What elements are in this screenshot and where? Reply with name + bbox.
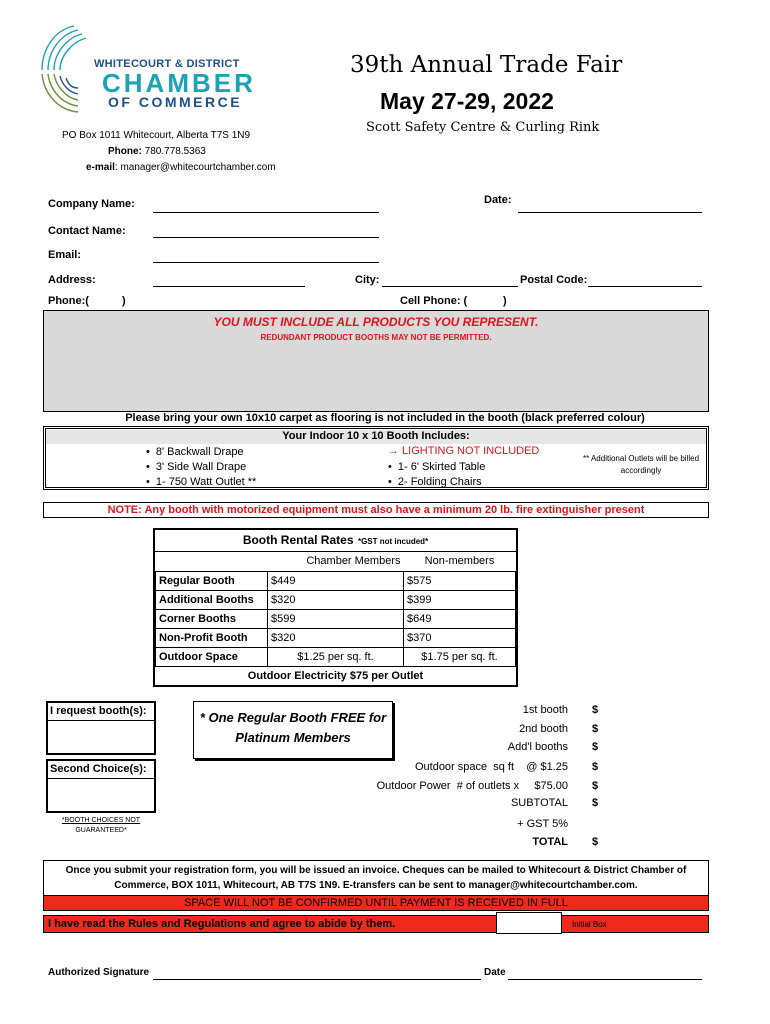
booth-right-list <box>388 460 485 490</box>
rate-label: Non-Profit Booth <box>156 628 268 647</box>
rates-header <box>155 530 516 552</box>
cell-close: ) <box>503 295 507 307</box>
cell-label: Cell Phone: ( <box>400 295 468 307</box>
dollar-2: $ <box>592 723 599 735</box>
table-row <box>156 590 516 609</box>
dollar-6: $ <box>592 797 599 809</box>
dollar-4: $ <box>592 761 599 773</box>
org-email-label: e-mail <box>86 162 115 173</box>
booth-left-list <box>146 445 256 490</box>
org-phone-line <box>108 146 206 157</box>
list-item: • 1- 6' Skirted Table <box>388 460 485 475</box>
rate-non: $399 <box>404 590 516 609</box>
event-venue: Scott Safety Centre & Curling Rink <box>366 120 600 135</box>
total-row-8: TOTAL <box>532 836 568 848</box>
confirm-banner: SPACE WILL NOT BE CONFIRMED UNTIL PAYMENT IS RECEIVED IN FULL <box>43 895 709 911</box>
event-title: 39th Annual Trade Fair <box>350 52 623 78</box>
phone-label: Phone:( <box>48 295 89 307</box>
sign-date-label: Date <box>484 967 506 978</box>
total-row-5: Outdoor Power # of outlets x $75.00 <box>376 780 568 792</box>
rate-label: Corner Booths <box>156 609 268 628</box>
postal-label: Postal Code: <box>520 274 588 286</box>
products-subwarning: REDUNDANT PRODUCT BOOTHS MAY NOT BE PERMITTED. <box>260 333 492 342</box>
rate-non: $370 <box>404 628 516 647</box>
col-members: Chamber Members <box>306 555 401 568</box>
motor-note: NOTE: Any booth with motorized equipment must also have a minimum 20 lb. fire extinguisher present <box>43 502 709 518</box>
org-address: PO Box 1011 Whitecourt, Alberta T7S 1N9 <box>62 130 251 141</box>
rate-member: $599 <box>268 609 404 628</box>
agree-banner <box>43 915 709 933</box>
initial-label: Initial Box <box>572 920 607 929</box>
contact-field[interactable] <box>153 237 379 238</box>
carpet-note: Please bring your own 10x10 carpet as flooring is not included in the booth (black preferred colour) <box>125 412 645 424</box>
list-item: • 1- 750 Watt Outlet ** <box>146 475 256 490</box>
table-row <box>156 628 516 647</box>
rate-non: $649 <box>404 609 516 628</box>
products-box[interactable] <box>43 310 709 412</box>
electricity-note: Outdoor Electricity $75 per Outlet <box>247 669 424 682</box>
signature-field[interactable] <box>153 979 481 980</box>
initial-box[interactable] <box>496 912 562 934</box>
org-phone: 780.778.5363 <box>144 146 206 157</box>
org-email: : manager@whitecourtchamber.com <box>114 162 276 173</box>
logo-line1: WHITECOURT & DISTRICT <box>94 58 240 70</box>
list-item: • 2- Folding Chairs <box>388 475 485 490</box>
outlet-note: ** Additional Outlets will be billed accordingly <box>582 454 700 475</box>
agree-text: I have read the Rules and Regulations and agree to abide by them. <box>48 918 396 930</box>
rates-box <box>153 528 518 687</box>
rates-table <box>155 552 516 667</box>
list-item: • 8' Backwall Drape <box>146 445 256 460</box>
promo-line2: Platinum Members <box>235 730 351 745</box>
postal-field[interactable] <box>588 286 702 287</box>
org-email-line <box>86 162 276 173</box>
list-item: • 3' Side Wall Drape <box>146 460 256 475</box>
address-field[interactable] <box>153 286 305 287</box>
dollar-5: $ <box>592 780 599 792</box>
booth-request-label: I request booth(s): <box>48 703 154 721</box>
promo-box <box>193 701 393 759</box>
date-label: Date: <box>484 194 512 206</box>
rate-member: $449 <box>268 571 404 590</box>
table-row <box>156 609 516 628</box>
org-phone-label: Phone: <box>108 146 142 157</box>
phone-close: ) <box>122 295 126 307</box>
total-row-2: 2nd booth <box>519 723 568 735</box>
products-warning: YOU MUST INCLUDE ALL PRODUCTS YOU REPRESENT. <box>213 315 539 329</box>
dollar-1: $ <box>592 704 599 716</box>
total-row-3: Add'l booths <box>507 741 568 753</box>
rates-gst-note: *GST not incuded* <box>357 537 429 546</box>
city-label: City: <box>355 274 380 286</box>
chamber-logo <box>36 22 276 116</box>
rate-member: $320 <box>268 590 404 609</box>
rate-label: Outdoor Space <box>156 647 268 666</box>
invoice-note: Once you submit your registration form, you will be issued an invoice. Cheques can be mailed to Whitecourt & District Chamber of Commerce, BOX 1011, Whitecourt, AB T7S 1N9. E-transfers can be sent to manager@whitecourtchamber.com. <box>43 860 709 896</box>
booth-request-box[interactable] <box>46 701 156 755</box>
logo-line2: CHAMBER <box>102 68 256 98</box>
total-row-1: 1st booth <box>522 704 568 716</box>
rate-non: $575 <box>404 571 516 590</box>
second-choice-box[interactable] <box>46 759 156 813</box>
rate-member: $1.25 per sq. ft. <box>268 647 404 666</box>
table-row <box>156 571 516 590</box>
sign-date-field[interactable] <box>508 979 702 980</box>
email-label: Email: <box>48 249 82 261</box>
dollar-8: $ <box>592 836 599 848</box>
disclaimer-line1: *BOOTH CHOICES NOT <box>61 817 141 824</box>
rate-member: $320 <box>268 628 404 647</box>
booth-includes-box <box>43 426 709 490</box>
date-field[interactable] <box>518 212 702 213</box>
contact-label: Contact Name: <box>48 225 126 237</box>
total-row-4: Outdoor space sq ft @ $1.25 <box>414 761 568 773</box>
second-choice-label: Second Choice(s): <box>48 761 154 779</box>
table-row <box>156 647 516 666</box>
rate-label: Additional Booths <box>156 590 268 609</box>
company-label: Company Name: <box>48 198 135 210</box>
rates-title: Booth Rental Rates <box>242 533 354 547</box>
city-field[interactable] <box>382 286 518 287</box>
event-dates: May 27-29, 2022 <box>380 88 554 114</box>
dollar-3: $ <box>592 741 599 753</box>
total-row-6: SUBTOTAL <box>510 797 568 809</box>
company-field[interactable] <box>153 212 379 213</box>
email-field[interactable] <box>153 262 379 263</box>
booth-disclaimer <box>46 816 156 836</box>
lighting-note: → LIGHTING NOT INCLUDED <box>388 445 540 457</box>
promo-line1: * One Regular Booth FREE for <box>199 710 387 725</box>
rate-label: Regular Booth <box>156 571 268 590</box>
address-label: Address: <box>48 274 96 286</box>
table-row <box>156 552 516 571</box>
total-row-7: + GST 5% <box>517 818 568 830</box>
rate-non: $1.75 per sq. ft. <box>404 647 516 666</box>
disclaimer-line2: GUARANTEED* <box>75 827 127 834</box>
signature-label: Authorized Signature <box>48 967 150 978</box>
col-nonmembers: Non-members <box>424 555 495 568</box>
booth-includes-header: Your Indoor 10 x 10 Booth Includes: <box>46 430 706 444</box>
logo-line3: OF COMMERCE <box>108 94 243 110</box>
